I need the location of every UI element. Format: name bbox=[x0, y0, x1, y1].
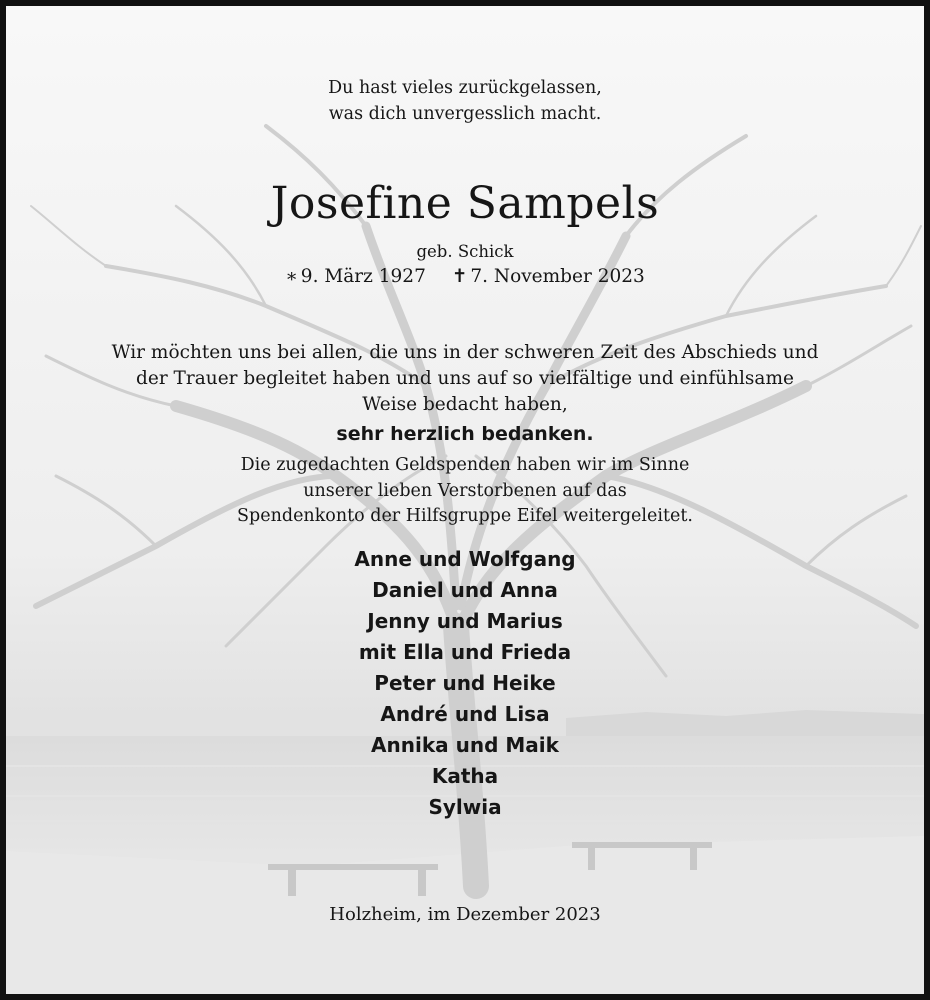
thanks-line-3: Weise bedacht haben, bbox=[362, 394, 568, 415]
maiden-name: geb. Schick bbox=[416, 242, 514, 261]
life-dates bbox=[6, 266, 924, 287]
motto-line-1: Du hast vieles zurückgelassen, bbox=[328, 78, 602, 98]
birth-date: 9. März 1927 bbox=[300, 266, 426, 287]
donation-line-3: Spendenkonto der Hilfsgruppe Eifel weitergeleitet. bbox=[237, 506, 693, 526]
donation-line-1: Die zugedachten Geldspenden haben wir im Sinne bbox=[240, 455, 690, 475]
deceased-name: Josefine Sampels bbox=[270, 178, 660, 229]
mourner-name: Peter und Heike bbox=[374, 671, 556, 695]
death-cross-icon: ✝ bbox=[451, 266, 468, 287]
place-date: Holzheim, im Dezember 2023 bbox=[329, 904, 601, 925]
motto-line-2: was dich unvergesslich macht. bbox=[328, 104, 602, 124]
thanks-line-2: der Trauer begleitet haben und uns auf so vielfältige und einfühlsame bbox=[136, 368, 794, 389]
birth-star-icon: ∗ bbox=[285, 266, 298, 287]
notice-content bbox=[6, 6, 924, 994]
donation-line-2: unserer lieben Verstorbenen auf das bbox=[303, 481, 627, 501]
death-date: 7. November 2023 bbox=[470, 266, 645, 287]
mourner-name: Anne und Wolfgang bbox=[354, 547, 576, 571]
mourner-name: Jenny und Marius bbox=[367, 609, 563, 633]
thanks-emphasis: sehr herzlich bedanken. bbox=[336, 423, 594, 445]
mourner-name: Katha bbox=[431, 764, 499, 788]
mourner-name: mit Ella und Frieda bbox=[358, 640, 572, 664]
thanks-line-1: Wir möchten uns bei allen, die uns in der schweren Zeit des Abschieds und bbox=[111, 342, 819, 363]
mourner-name: Annika und Maik bbox=[371, 733, 559, 757]
mourner-name: Daniel und Anna bbox=[372, 578, 558, 602]
mourner-name: Sylwia bbox=[428, 795, 502, 819]
mourner-name: André und Lisa bbox=[380, 702, 550, 726]
